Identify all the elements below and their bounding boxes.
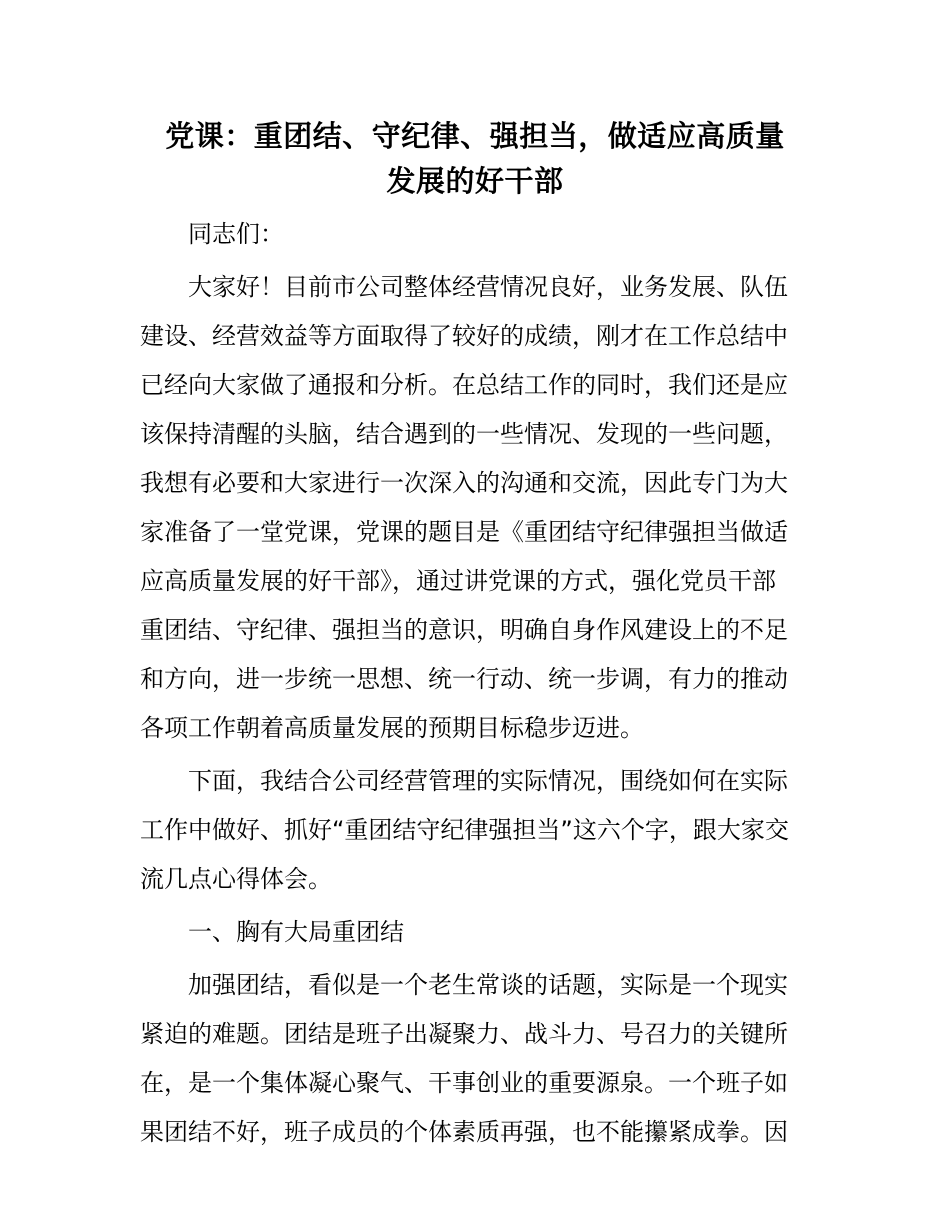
paragraph-line: 大家好！目前市公司整体经营情况良好，业务发展、队伍 [188,273,788,301]
section-heading [140,908,812,957]
paragraph-line: 已经向大家做了通报和分析。在总结工作的同时，我们还是应 [140,371,788,399]
paragraph-line: 下面，我结合公司经营管理的实际情况，围绕如何在实际 [188,767,788,795]
paragraph-line: 该保持清醒的头脑，结合遇到的一些情况、发现的一些问题， [140,420,788,448]
salutation-line: 同志们： [188,220,284,248]
salutation [140,210,812,259]
paragraph-line: 果团结不好，班子成员的个体素质再强，也不能攥紧成拳。因 [140,1118,788,1146]
paragraph-line: 建设、经营效益等方面取得了较好的成绩，刚才在工作总结中 [140,322,788,350]
paragraph-line: 工作中做好、抓好“重团结守纪律强担当”这六个字，跟大家交 [140,816,789,844]
paragraph-unity [140,961,812,1157]
document-body [140,210,812,1157]
paragraph-line: 重团结、守纪律、强担当的意识，明确自身作风建设上的不足 [140,616,788,644]
paragraph-opening [140,263,812,753]
title-line: 发展的好干部 [386,164,564,198]
title-line: 党课：重团结、守纪律、强担当，做适应高质量 [165,119,785,153]
paragraph-line: 在，是一个集体凝心聚气、干事创业的重要源泉。一个班子如 [140,1069,788,1097]
paragraph-line: 流几点心得体会。 [140,865,332,893]
paragraph-intro [140,757,812,904]
document-title [140,114,810,204]
paragraph-line: 和方向，进一步统一思想、统一行动、统一步调，有力的推动 [140,665,788,693]
paragraph-line: 各项工作朝着高质量发展的预期目标稳步迈进。 [140,714,644,742]
paragraph-line: 应高质量发展的好干部》，通过讲党课的方式，强化党员干部 [140,567,776,595]
paragraph-line: 紧迫的难题。团结是班子出凝聚力、战斗力、号召力的关键所 [140,1020,788,1048]
paragraph-line: 我想有必要和大家进行一次深入的沟通和交流，因此专门为大 [140,469,788,497]
section-heading-line: 一、胸有大局重团结 [188,918,404,946]
paragraph-line: 加强团结，看似是一个老生常谈的话题，实际是一个现实 [188,971,788,999]
paragraph-line: 家准备了一堂党课，党课的题目是《重团结守纪律强担当做适 [140,518,788,546]
